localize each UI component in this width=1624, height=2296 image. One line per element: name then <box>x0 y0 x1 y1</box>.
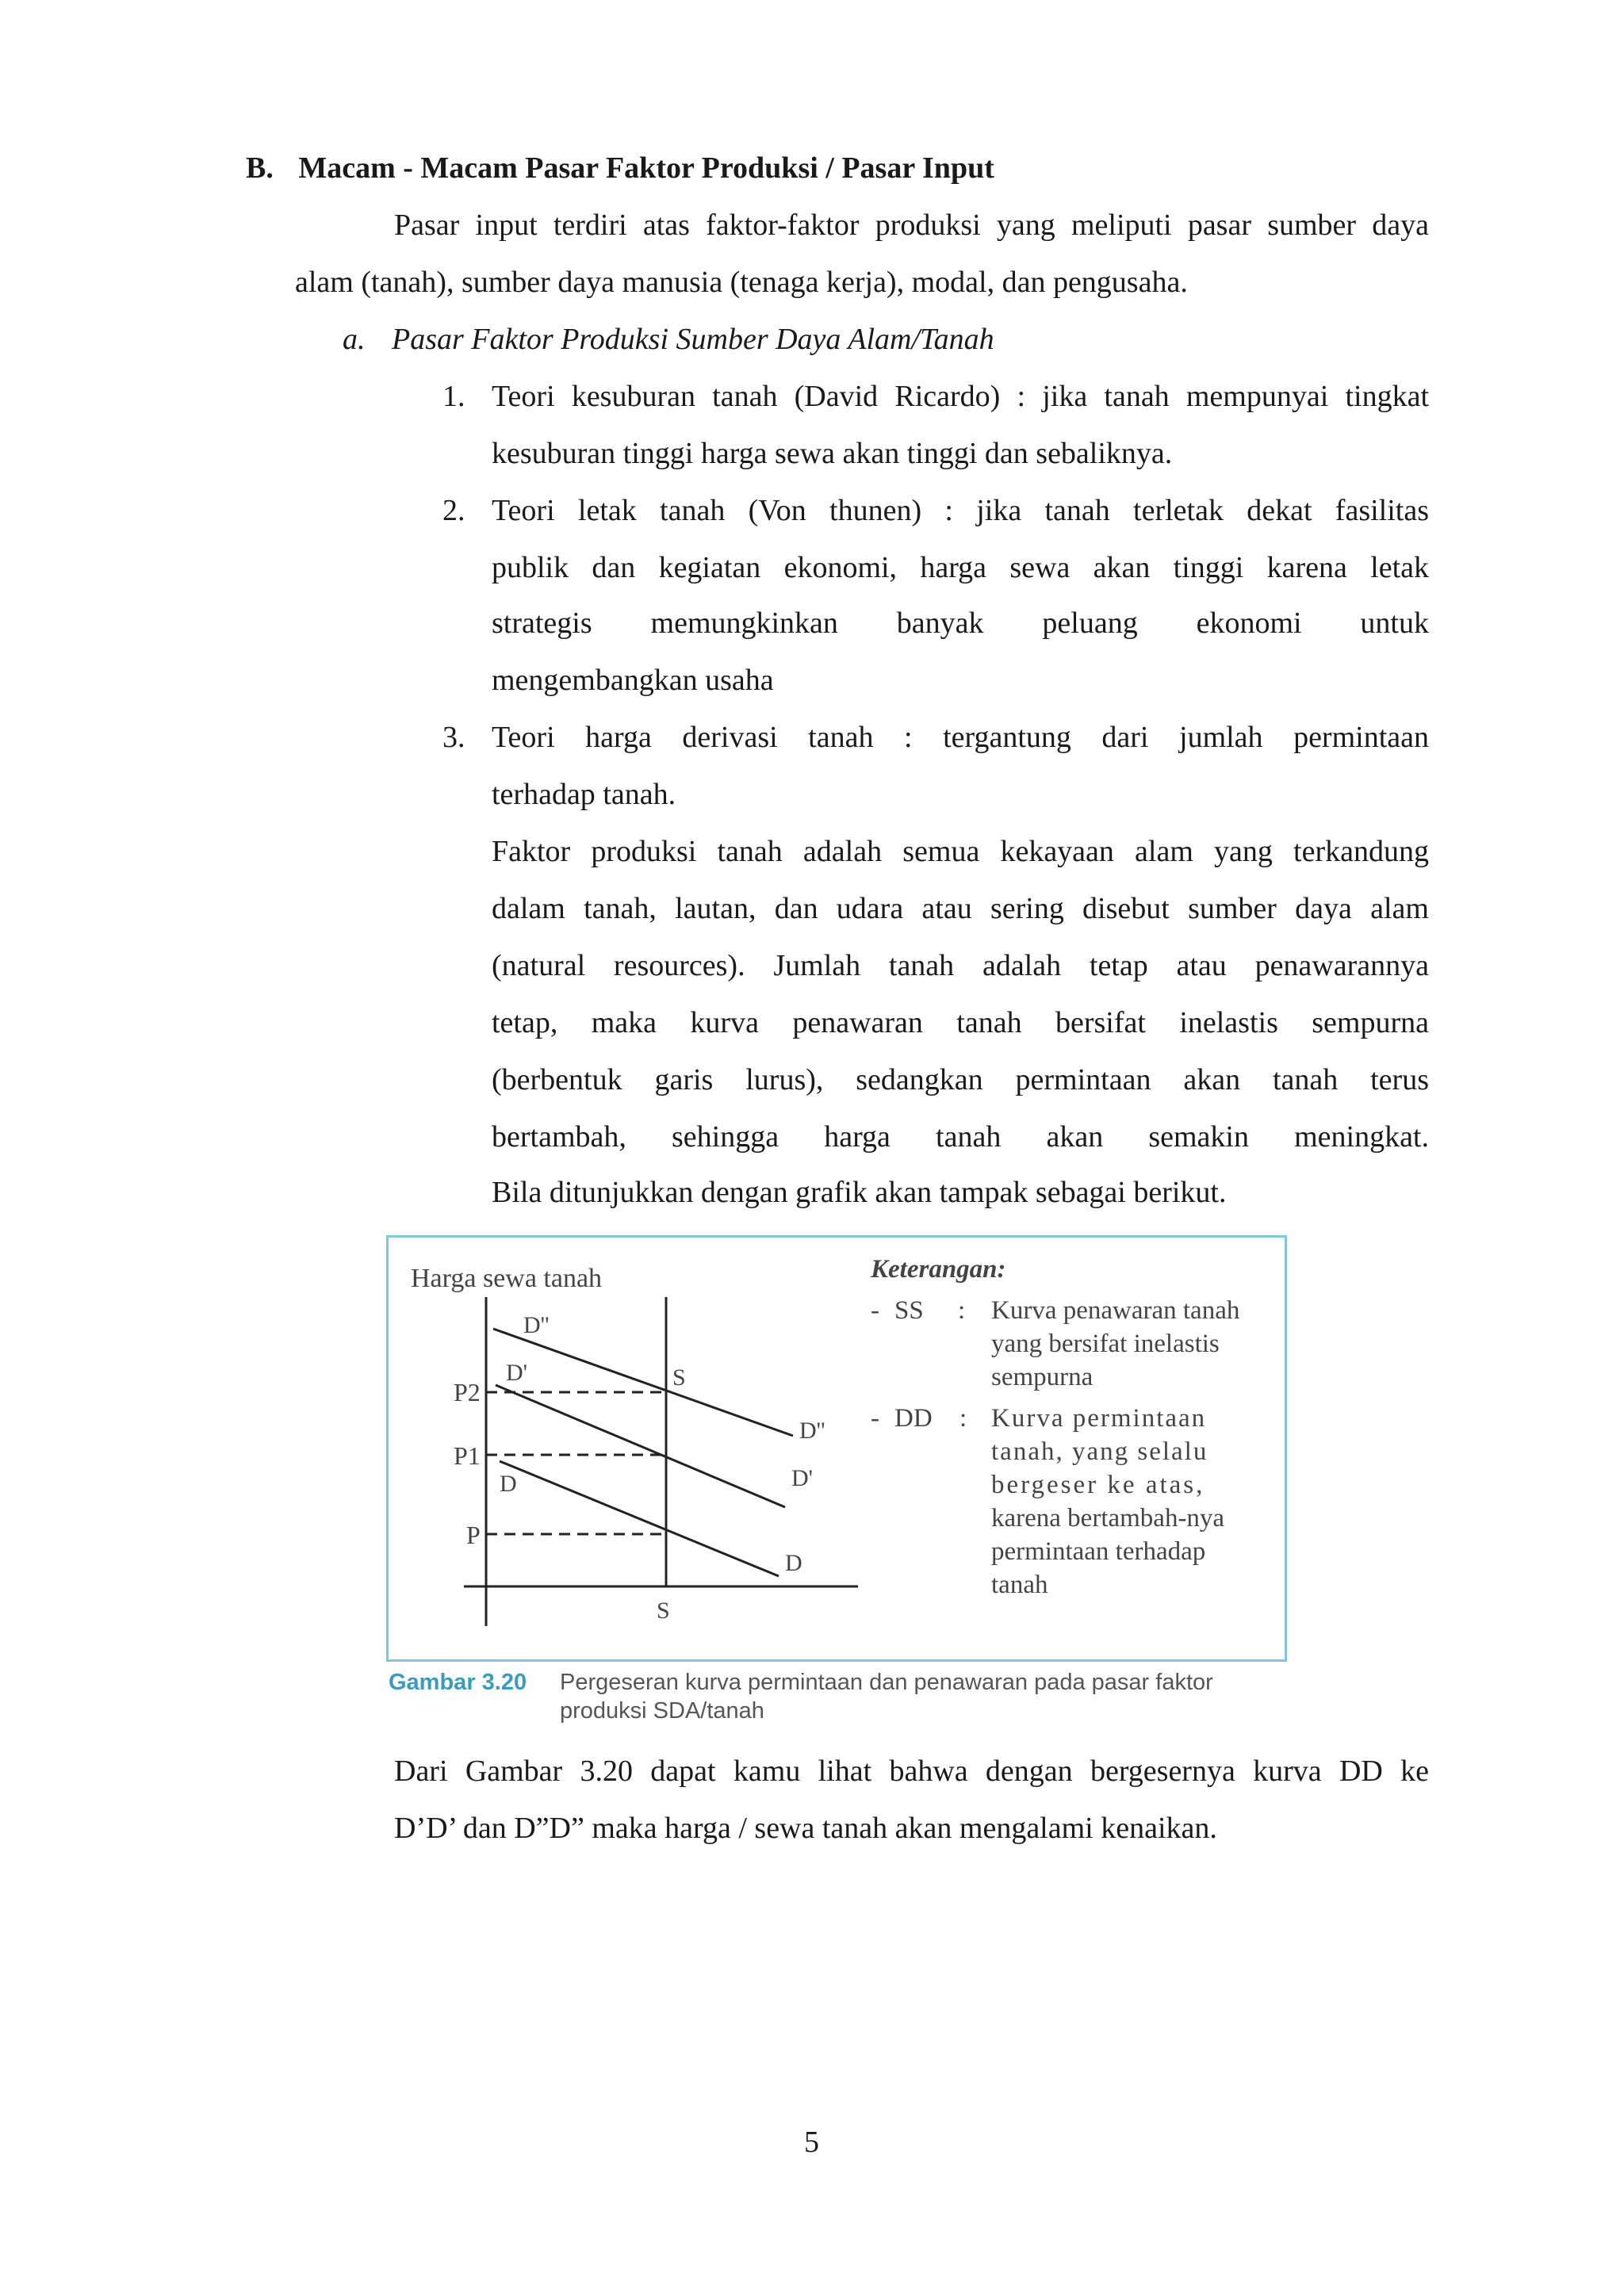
curve-label-s-top: S <box>672 1364 686 1391</box>
curve-label-d1-end: D' <box>791 1465 814 1491</box>
y-axis-label: Harga sewa tanah <box>411 1264 603 1293</box>
subsection-title: Pasar Faktor Produksi Sumber Daya Alam/Tanah <box>392 323 994 356</box>
theory-2-line-2: publik dan kegiatan ekonomi, harga sewa akan tinggi karena letak <box>492 551 1429 584</box>
paragraph-line-7: Bila ditunjukkan dengan grafik akan tampak sebagai berikut. <box>492 1176 1227 1209</box>
figure-frame <box>386 1235 1287 1662</box>
theory-2-line-3: strategis memungkinkan banyak peluang ekonomi untuk <box>492 607 1429 640</box>
demand-curve-d2 <box>493 1329 793 1436</box>
theory-2-number: 2. <box>442 494 465 527</box>
legend-title: Keterangan: <box>871 1255 1006 1284</box>
curve-label-s-bottom: S <box>657 1598 670 1624</box>
price-label-p2: P2 <box>454 1378 481 1406</box>
paragraph-line-5: (berbentuk garis lurus), sedangkan permintaan akan tanah terus <box>492 1063 1429 1096</box>
paragraph-line-3: (natural resources). Jumlah tanah adalah tetap atau penawarannya <box>492 949 1429 982</box>
theory-3-line-2: terhadap tanah. <box>492 778 676 811</box>
price-label-p1: P1 <box>454 1441 481 1470</box>
legend-ss-sep: : <box>958 1296 966 1325</box>
theory-1-number: 1. <box>442 380 465 413</box>
caption-label: Gambar 3.20 <box>389 1670 527 1695</box>
paragraph-line-1: Faktor produksi tanah adalah semua kekayaan alam yang terkandung <box>492 835 1429 868</box>
legend-dd-line-3: bergeser ke atas, <box>991 1471 1205 1499</box>
theory-2-line-1: Teori letak tanah (Von thunen) : jika tanah terletak dekat fasilitas <box>492 494 1429 527</box>
paragraph-line-2: dalam tanah, lautan, dan udara atau sering disebut sumber daya alam <box>492 892 1429 925</box>
intro-line-2: alam (tanah), sumber daya manusia (tenaga kerja), modal, dan pengusaha. <box>295 266 1188 299</box>
caption-line-2: produksi SDA/tanah <box>560 1698 764 1724</box>
theory-1-line-2: kesuburan tinggi harga sewa akan tinggi dan sebaliknya. <box>492 437 1173 470</box>
section-title: Macam - Macam Pasar Faktor Produksi / Pasar Input <box>298 151 994 185</box>
conclusion-line-1: Dari Gambar 3.20 dapat kamu lihat bahwa dengan bergesernya kurva DD ke <box>394 1755 1429 1788</box>
paragraph-line-6: bertambah, sehingga harga tanah akan semakin meningkat. <box>492 1120 1429 1154</box>
legend-dd-line-1: Kurva permintaan <box>991 1404 1207 1433</box>
theory-3-number: 3. <box>442 721 465 754</box>
legend-ss-line-2: yang bersifat inelastis <box>991 1330 1220 1358</box>
theory-3-line-1: Teori harga derivasi tanah : tergantung dari jumlah permintaan <box>492 721 1429 754</box>
legend-ss-key: SS <box>894 1296 924 1325</box>
legend-dd-line-5: permintaan terhadap <box>991 1537 1206 1566</box>
subsection-heading <box>343 322 994 357</box>
legend-ss-line-1: Kurva penawaran tanah <box>991 1296 1240 1325</box>
intro-line-1: Pasar input terdiri atas faktor-faktor produksi yang meliputi pasar sumber daya <box>394 209 1429 242</box>
section-letter: B. <box>246 151 274 185</box>
theory-2-line-4: mengembangkan usaha <box>492 664 774 697</box>
legend-dd-dash: - <box>871 1404 879 1433</box>
curve-label-d2-end: D'' <box>799 1418 825 1444</box>
subsection-letter: a. <box>343 323 366 356</box>
curve-label-d-start: D <box>500 1471 517 1497</box>
legend-dd-line-4: karena bertambah-nya <box>991 1504 1225 1533</box>
caption-line-1: Pergeseran kurva permintaan dan penawaran pada pasar faktor <box>560 1670 1213 1695</box>
legend-ss-dash: - <box>871 1296 879 1325</box>
legend-dd-line-2: tanah, yang selalu <box>991 1437 1208 1466</box>
section-heading <box>246 151 994 186</box>
legend-dd-key: DD <box>894 1404 933 1433</box>
paragraph-line-4: tetap, maka kurva penawaran tanah bersifat inelastis sempurna <box>492 1006 1429 1039</box>
page-number: 5 <box>804 2126 819 2159</box>
demand-curve-d1 <box>496 1385 785 1507</box>
legend-dd-sep: : <box>959 1404 967 1433</box>
price-label-p: P <box>466 1521 481 1549</box>
curve-label-d1-start: D' <box>506 1360 528 1386</box>
legend-ss-line-3: sempurna <box>991 1363 1094 1391</box>
curve-label-d-end: D <box>785 1550 802 1576</box>
curve-label-d2-start: D'' <box>523 1312 550 1338</box>
theory-1-line-1: Teori kesuburan tanah (David Ricardo) : jika tanah mempunyai tingkat <box>492 380 1429 413</box>
demand-curve-d <box>500 1461 779 1576</box>
conclusion-line-2: D’D’ dan D”D” maka harga / sewa tanah akan mengalami kenaikan. <box>394 1812 1217 1845</box>
legend-dd-line-6: tanah <box>991 1571 1048 1599</box>
